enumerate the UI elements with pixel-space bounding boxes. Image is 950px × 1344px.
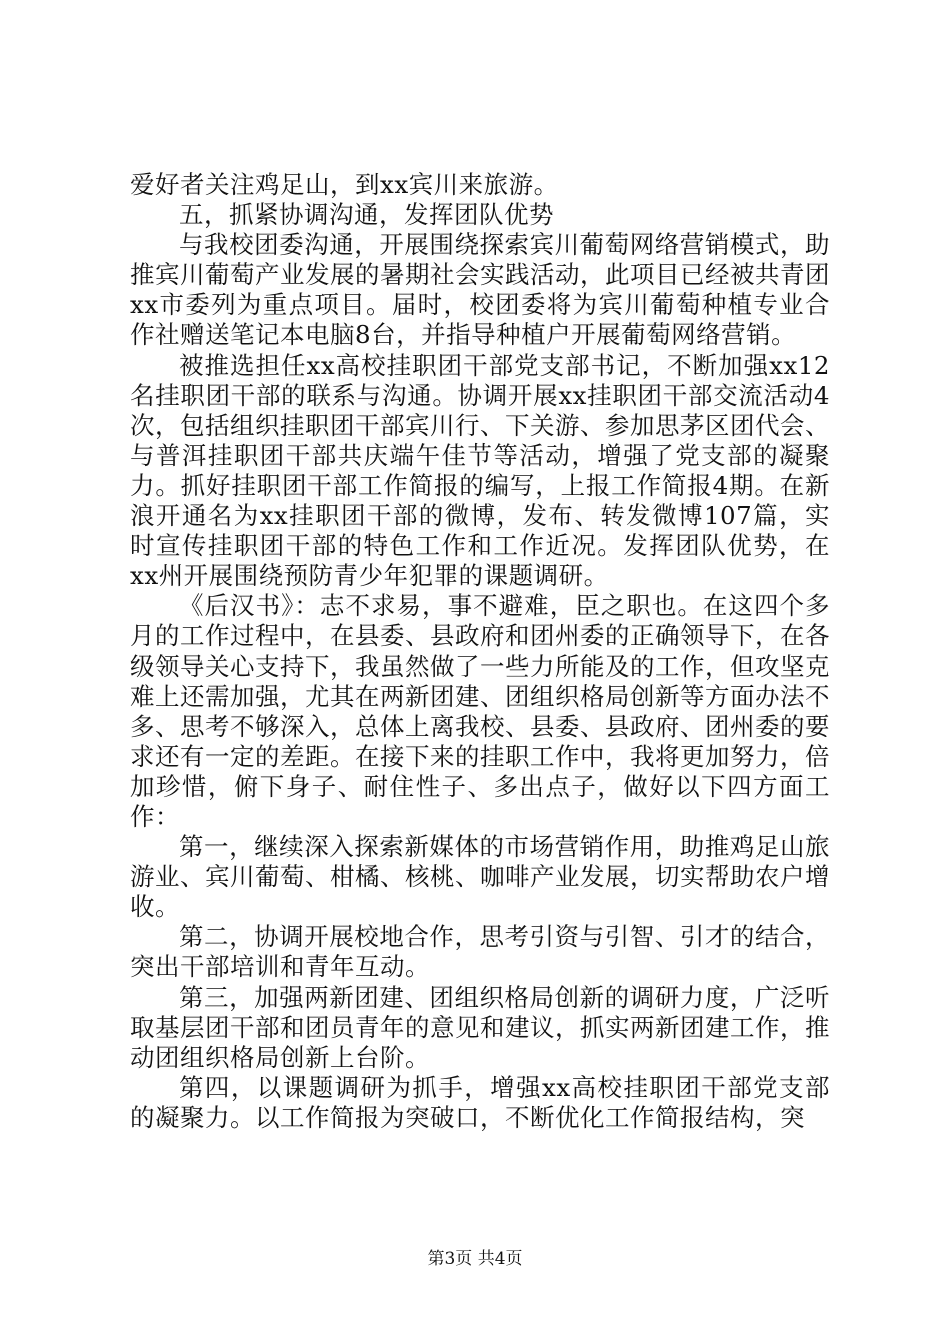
page-number-footer: 第3页 共4页 <box>427 1249 523 1269</box>
paragraph-continuation: 爱好者关注鸡足山，到xx宾川来旅游。 <box>130 170 559 199</box>
list-item-second: 第二，协调开展校地合作，思考引资与引智、引才的结合，突出干部培训和青年互动。 <box>130 922 830 982</box>
list-item-fourth: 第四，以课题调研为抓手，增强xx高校挂职团干部党支部的凝聚力。以工作简报为突破口，不断优化工作简报结构，突 <box>130 1072 830 1132</box>
list-item-third: 第三，加强两新团建、团组织格局创新的调研力度，广泛听取基层团干部和团员青年的意见和建议，抓实两新团建工作，推动团组织格局创新上台阶。 <box>130 982 830 1072</box>
paragraph: 《后汉书》：志不求易，事不避难，臣之职也。在这四个多月的工作过程中，在县委、县政府和团州委的正确领导下，在各级领导关心支持下，我虽然做了一些力所能及的工作，但攻坚克难上还需加强，尤其在两新团建、团组织格局创新等方面办法不多、思考不够深入，总体上离我校、县委、县政府、团州委的要求还有一定的差距。在接下来的挂职工作中，我将更加努力，倍加珍惜，俯下身子、耐住性子、多出点子，做好以下四方面工作： <box>130 591 830 831</box>
paragraph: 被推选担任xx高校挂职团干部党支部书记，不断加强xx12名挂职团干部的联系与沟通。协调开展xx挂职团干部交流活动4次，包括组织挂职团干部宾川行、下关游、参加思茅区团代会、与普洱挂职团干部共庆端午佳节等活动，增强了党支部的凝聚力。抓好挂职团干部工作简报的编写，上报工作简报4期。在新浪开通名为xx挂职团干部的微博，发布、转发微博107篇，实时宣传挂职团干部的特色工作和工作近况。发挥团队优势，在xx州开展围绕预防青少年犯罪的课题调研。 <box>130 350 830 591</box>
paragraph: 与我校团委沟通，开展围绕探索宾川葡萄网络营销模式，助推宾川葡萄产业发展的暑期社会实践活动，此项目已经被共青团xx市委列为重点项目。届时，校团委将为宾川葡萄种植专业合作社赠送笔记本电脑8台，并指导种植户开展葡萄网络营销。 <box>130 230 830 350</box>
list-item-first: 第一，继续深入探索新媒体的市场营销作用，助推鸡足山旅游业、宾川葡萄、柑橘、核桃、咖啡产业发展，切实帮助农户增收。 <box>130 832 830 922</box>
document-body <box>130 170 830 1133</box>
section-heading: 五，抓紧协调沟通，发挥团队优势 <box>179 200 554 230</box>
